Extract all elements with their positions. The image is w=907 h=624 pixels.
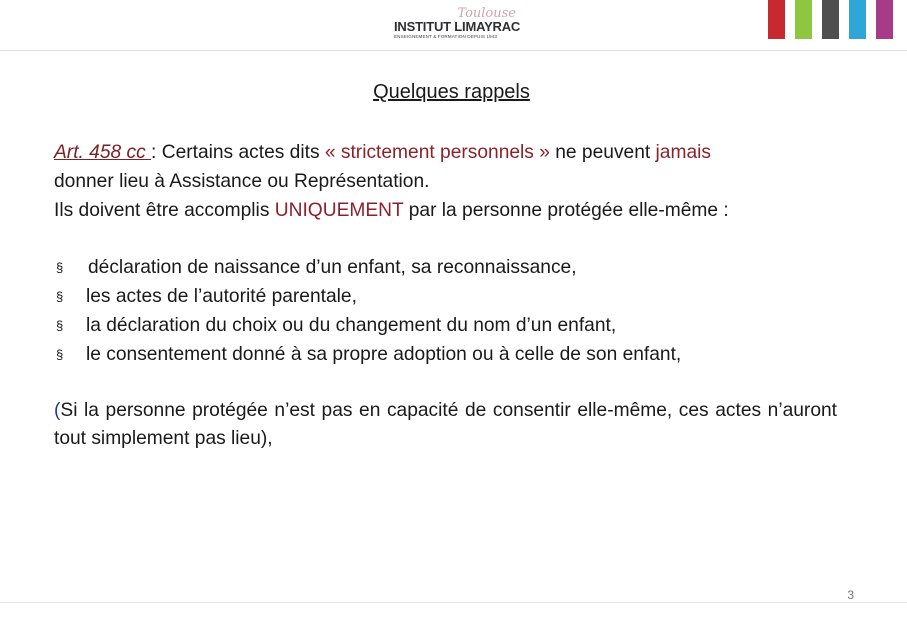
brand-bar-gray [822,0,839,39]
jamais-text: jamais [655,142,711,163]
article-text-4: par la personne protégée elle-même : [403,200,729,221]
logo-script-text: Toulouse [457,6,516,21]
list-item [56,311,856,340]
article-line-1 [54,138,844,167]
list-item-text: déclaration de naissance d’un enfant, sa reconnaissance, [88,257,577,278]
list-item [56,282,856,311]
brand-bar-blue [849,0,866,39]
slide-title-wrap [0,81,907,104]
list-item [56,253,856,282]
logo-tagline: ENSEIGNEMENT & FORMATION DEPUIS 1943 [394,34,497,39]
brand-bar-purple [876,0,893,39]
article-text-1: : Certains actes dits [151,142,325,163]
note-paragraph [54,397,837,453]
article-text-2: ne peuvent [549,142,656,163]
acts-list [56,253,856,369]
list-item [56,340,856,369]
uniquement-text: UNIQUEMENT [274,200,404,221]
bullet-icon: § [56,347,64,362]
slide-title: Quelques rappels [373,81,530,103]
institut-limayrac-logo [394,6,521,42]
bullet-icon: § [56,289,64,304]
bullet-icon: § [56,260,64,275]
article-paragraph [54,138,844,225]
bullet-icon: § [56,318,64,333]
note-text: Si la personne protégée n’est pas en capacité de consentir elle-même, ces actes n’auront tout simplement pas lieu), [54,400,837,449]
list-item-text: les actes de l’autorité parentale, [86,286,357,307]
list-item-text: la déclaration du choix ou du changement du nom d’un enfant, [86,315,617,336]
article-text-3: Ils doivent être accomplis [54,200,275,221]
brand-bar-red [768,0,785,39]
logo-name: INSTITUT LIMAYRAC [394,19,521,34]
article-line-2: donner lieu à Assistance ou Représentation. [54,171,430,192]
article-line-3 [54,196,844,225]
slide-header [0,0,907,51]
brand-bar-green [795,0,812,39]
page-number: 3 [847,588,854,602]
note-open-paren: ( [54,400,61,421]
strictement-personnels-text: « strictement personnels » [324,142,550,163]
article-reference: Art. 458 cc [54,142,152,163]
list-item-text: le consentement donné à sa propre adoption ou à celle de son enfant, [86,344,682,365]
footer-divider [0,602,907,603]
